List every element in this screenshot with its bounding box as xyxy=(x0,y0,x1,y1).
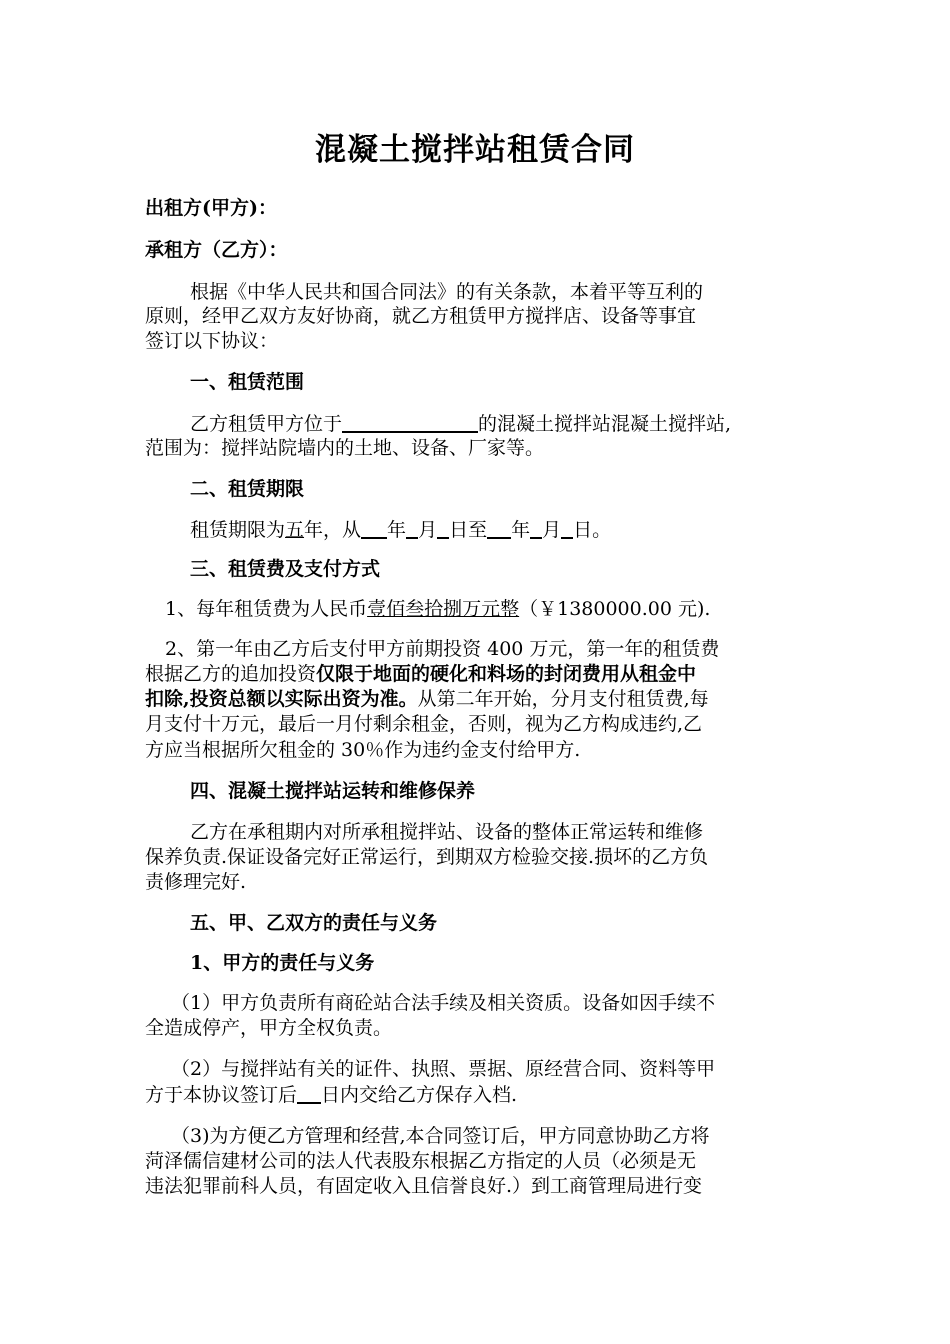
intro-line: 原则，经甲乙双方友好协商，就乙方租赁甲方搅拌店、设备等事宜 xyxy=(145,305,697,327)
section-1-line xyxy=(145,411,855,436)
lease-term-text: 租赁期限为 xyxy=(190,519,286,541)
rent-line xyxy=(145,597,830,621)
lease-term-text: 日至 xyxy=(449,519,488,541)
end-day-blank xyxy=(561,517,573,539)
contract-title: 混凝土搅拌站租赁合同 xyxy=(315,132,635,168)
clause-line: （3)为方便乙方管理和经营,本合同签订后，甲方同意协助乙方将 xyxy=(171,1125,710,1147)
intro-line: 根据《中华人民共和国合同法》的有关条款，本着平等互利的 xyxy=(190,281,704,303)
intro-line: 签订以下协议： xyxy=(145,330,279,352)
payment-text: 从第二年开始，分月支付租赁费,每 xyxy=(417,688,709,710)
clause-line: （1）甲方负责所有商砼站合法手续及相关资质。设备如因手续不 xyxy=(171,992,716,1014)
section-1-text: 乙方租赁甲方位于 xyxy=(190,413,343,435)
maintenance-line: 责修理完好. xyxy=(145,871,247,893)
lessee-label: 承租方（乙方）： xyxy=(145,239,288,261)
clause-line: 菏泽儒信建材公司的法人代表股东根据乙方指定的人员（必须是无 xyxy=(145,1150,697,1172)
clause-line: （2）与搅拌站有关的证件、执照、票据、原经营合同、资料等甲 xyxy=(171,1058,716,1080)
section-1-line: 范围为：搅拌站院墙内的土地、设备、厂家等。 xyxy=(145,437,545,459)
clause-text: 方于本协议签订后 xyxy=(145,1084,298,1106)
section-5-heading: 五、甲、乙双方的责任与义务 xyxy=(190,912,438,934)
section-1-text: 的混凝土搅拌站混凝土搅拌站, xyxy=(478,413,732,435)
payment-line: 月支付十万元，最后一月付剩余租金，否则，视为乙方构成违约,乙 xyxy=(145,713,703,735)
maintenance-line: 乙方在承租期内对所承租搅拌站、设备的整体正常运转和维修 xyxy=(190,821,704,843)
section-4-heading: 四、混凝土搅拌站运转和维修保养 xyxy=(190,780,476,802)
start-day-blank xyxy=(437,517,449,539)
section-1-heading: 一、租赁范围 xyxy=(190,371,305,393)
start-month-blank xyxy=(406,517,418,539)
payment-emphasis: 仅限于地面的硬化和料场的封闭费用从租金中 xyxy=(316,663,697,685)
lease-term-text: 年 xyxy=(387,519,407,541)
location-blank xyxy=(342,411,478,433)
end-year-blank xyxy=(487,517,511,539)
payment-line: 2、第一年由乙方后支付甲方前期投资 400 万元，第一年的租赁费 xyxy=(165,638,720,660)
lease-term-text: 月 xyxy=(418,519,438,541)
lease-term-text: 日。 xyxy=(573,519,612,541)
rent-text: （￥1380000.00 元). xyxy=(519,598,711,620)
payment-text: 根据乙方的追加投资 xyxy=(145,663,317,685)
lease-years: 五 xyxy=(285,519,305,541)
lease-term-text: 月 xyxy=(542,519,562,541)
rent-amount: 壹佰叁拾捌万元整 xyxy=(367,598,520,620)
payment-line xyxy=(145,687,810,711)
clause-line: 违法犯罪前科人员，有固定收入且信誉良好.）到工商管理局进行变 xyxy=(145,1175,703,1197)
days-blank xyxy=(297,1082,321,1104)
payment-line xyxy=(145,662,810,686)
lease-term-text: 年 xyxy=(511,519,531,541)
lease-term-text: 年，从 xyxy=(304,519,362,541)
rent-text: 1、每年租赁费为人民币 xyxy=(165,598,368,620)
payment-emphasis: 扣除,投资总额以实际出资为准。 xyxy=(145,688,418,710)
clause-text: 日内交给乙方保存入档. xyxy=(321,1084,518,1106)
section-5-1-heading: 1、甲方的责任与义务 xyxy=(190,952,375,974)
maintenance-line: 保养负责.保证设备完好正常运行，到期双方检验交接.损坏的乙方负 xyxy=(145,846,709,868)
clause-line: 全造成停产，甲方全权负责。 xyxy=(145,1017,393,1039)
end-month-blank xyxy=(530,517,542,539)
payment-line: 方应当根据所欠租金的 30％作为违约金支付给甲方. xyxy=(145,739,581,761)
section-3-heading: 三、租赁费及支付方式 xyxy=(190,558,381,580)
start-year-blank xyxy=(361,517,387,539)
clause-line xyxy=(145,1082,810,1107)
lessor-label: 出租方(甲方)： xyxy=(145,197,277,219)
lease-term-line xyxy=(145,517,855,542)
section-2-heading: 二、租赁期限 xyxy=(190,478,305,500)
